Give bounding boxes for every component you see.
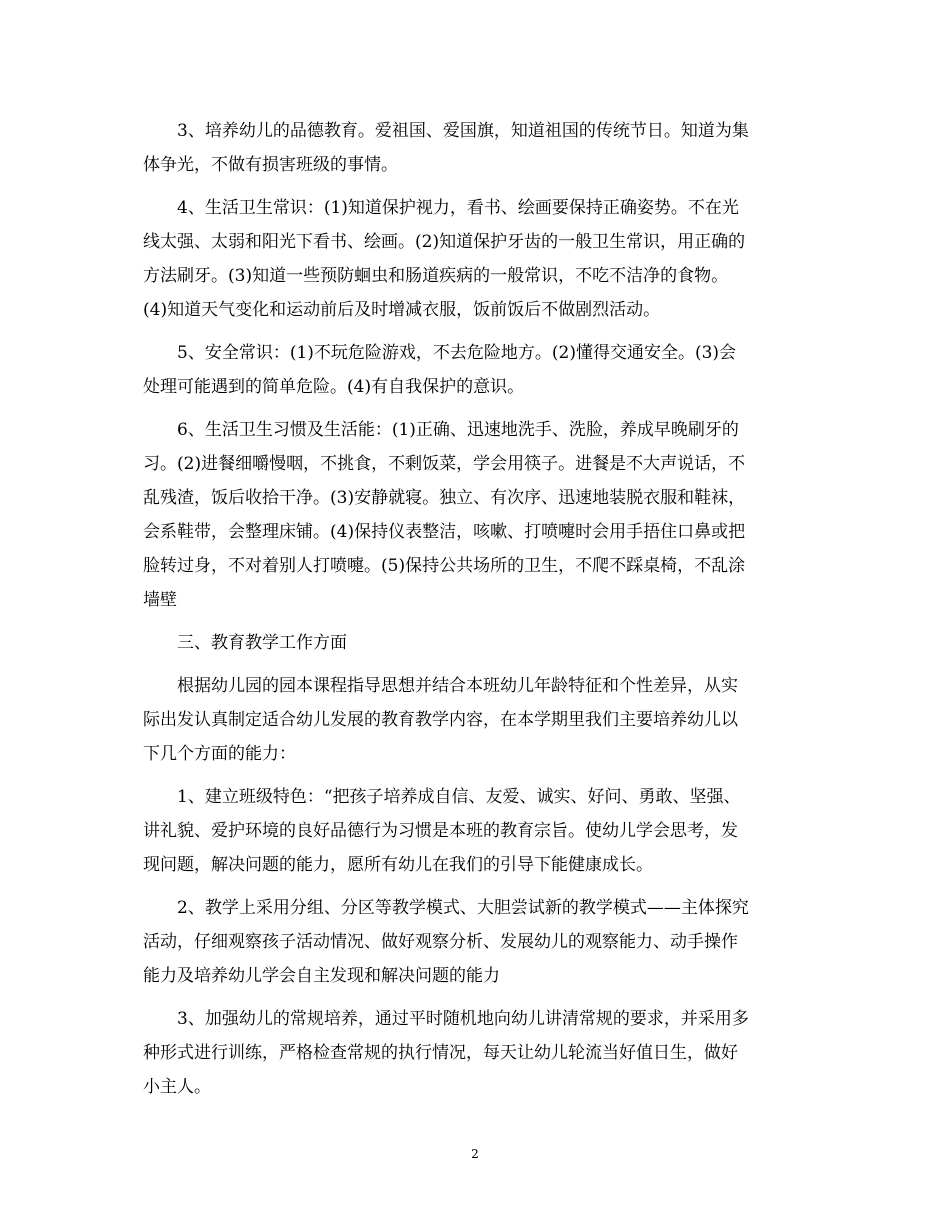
paragraph-line: 1、建立班级特色：“把孩子培养成自信、友爱、诚实、好问、勇敢、坚强、 bbox=[177, 787, 741, 807]
paragraph-line: 5、安全常识：(1)不玩危险游戏，不去危险地方。(2)懂得交通安全。(3)会 bbox=[177, 343, 737, 363]
section-heading: 三、教育教学工作方面 bbox=[177, 633, 347, 653]
paragraph-line: 3、加强幼儿的常规培养，通过平时随机地向幼儿讲清常规的要求，并采用多 bbox=[177, 1009, 749, 1029]
paragraph-line: 际出发认真制定适合幼儿发展的教育教学内容，在本学期里我们主要培养幼儿以 bbox=[143, 710, 738, 730]
paragraph-line: 会系鞋带，会整理床铺。(4)保持仪表整洁，咳嗽、打喷嚏时会用手捂住口鼻或把 bbox=[143, 522, 746, 542]
paragraph-line: 脸转过身，不对着别人打喷嚏。(5)保持公共场所的卫生，不爬不踩桌椅，不乱涂 bbox=[143, 556, 746, 576]
paragraph-line: 2、教学上采用分组、分区等教学模式、大胆尝试新的教学模式——主体探究 bbox=[177, 898, 749, 918]
paragraph-line: 线太强、太弱和阳光下看书、绘画。(2)知道保护牙齿的一般卫生常识，用正确的 bbox=[143, 232, 746, 252]
paragraph-line: 墙壁 bbox=[143, 590, 177, 610]
paragraph-line: 3、培养幼儿的品德教育。爱祖国、爱国旗，知道祖国的传统节日。知道为集 bbox=[177, 121, 749, 141]
paragraph-line: 习。(2)进餐细嚼慢咽，不挑食，不剩饭菜，学会用筷子。进餐是不大声说话，不 bbox=[143, 454, 746, 474]
paragraph-line: 种形式进行训练，严格检查常规的执行情况，每天让幼儿轮流当好值日生，做好 bbox=[143, 1043, 738, 1063]
paragraph-line: 讲礼貌、爱护环境的良好品德行为习惯是本班的教育宗旨。使幼儿学会思考，发 bbox=[143, 821, 738, 841]
paragraph-line: 4、生活卫生常识：(1)知道保护视力，看书、绘画要保持正确姿势。不在光 bbox=[177, 198, 739, 218]
paragraph-line: 体争光，不做有损害班级的事情。 bbox=[143, 155, 398, 175]
paragraph-line: 乱残渣，饭后收拾干净。(3)安静就寝。独立、有次序、迅速地装脱衣服和鞋袜， bbox=[143, 488, 746, 508]
paragraph-line: 方法刷牙。(3)知道一些预防蛔虫和肠道疾病的一般常识，不吃不洁净的食物。 bbox=[143, 266, 729, 286]
paragraph-line: (4)知道天气变化和运动前后及时增减衣服，饭前饭后不做剧烈活动。 bbox=[143, 300, 661, 320]
paragraph-line: 小主人。 bbox=[143, 1077, 211, 1097]
paragraph-line: 处理可能遇到的简单危险。(4)有自我保护的意识。 bbox=[143, 377, 525, 397]
page-number: 2 bbox=[471, 1147, 479, 1161]
paragraph-line: 下几个方面的能力： bbox=[143, 744, 296, 764]
paragraph-line: 根据幼儿园的园本课程指导思想并结合本班幼儿年龄特征和个性差异，从实 bbox=[177, 676, 738, 696]
paragraph-line: 能力及培养幼儿学会自主发现和解决问题的能力 bbox=[143, 966, 500, 986]
paragraph-line: 6、生活卫生习惯及生活能：(1)正确、迅速地洗手、洗脸，养成早晚刷牙的 bbox=[177, 420, 739, 440]
paragraph-line: 现问题，解决问题的能力，愿所有幼儿在我们的引导下能健康成长。 bbox=[143, 855, 653, 875]
paragraph-line: 活动，仔细观察孩子活动情况、做好观察分析、发展幼儿的观察能力、动手操作 bbox=[143, 932, 738, 952]
